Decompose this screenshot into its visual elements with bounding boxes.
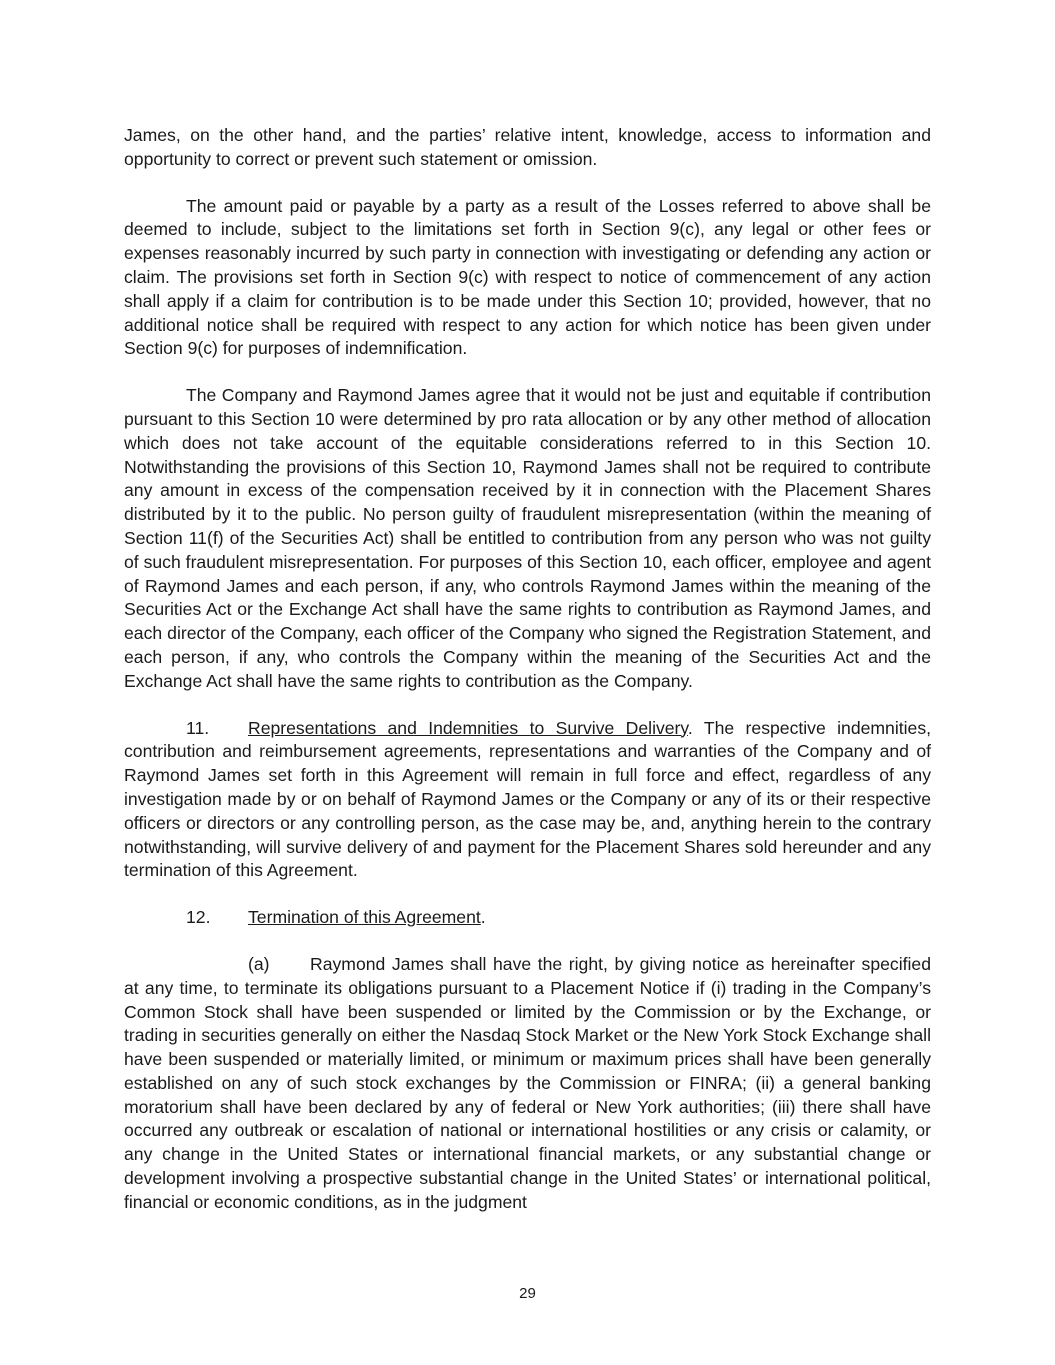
paragraph-contribution: The Company and Raymond James agree that it would not be just and equitable if contribution pursuant to this Section 10 were determined by pro rata allocation or by any other method of allocation which does not take account of the equitable considerations referred to in this Section 10. Notwithstanding the provisions of this Section 10, Raymond James shall not be required to contribute any amount in excess of the compensation received by it in connection with the Placement Shares distributed by it to the public. No person guilty of fraudulent misrepresentation (within the meaning of Section 11(f) of the Securities Act) shall be entitled to contribution from any person who was not guilty of such fraudulent misrepresentation. For purposes of this Section 10, each officer, employee and agent of Raymond James and each person, if any, who controls Raymond James within the meaning of the Securities Act or the Exchange Act shall have the same rights to contribution as Raymond James, and each director of the Company, each officer of the Company who signed the Registration Statement, and each person, if any, who controls the Company within the meaning of the Securities Act and the Exchange Act shall have the same rights to contribution as the Company. [124, 385, 931, 691]
paragraph-amount-paid: The amount paid or payable by a party as a result of the Losses referred to above shall be deemed to include, subject to the limitations set forth in Section 9(c), any legal or other fees or expenses reasonably incurred by such party in connection with investigating or defending any action or claim. The provisions set forth in Section 9(c) with respect to notice of commencement of any action shall apply if a claim for contribution is to be made under this Section 10; provided, however, that no additional notice shall be required with respect to any action for which notice has been given under Section 9(c) for purposes of indemnification. [124, 195, 931, 359]
section-11-number: 11. [186, 717, 210, 738]
section-12-number: 12. [186, 907, 211, 928]
section-12a [124, 953, 931, 1215]
section-11 [124, 717, 931, 884]
page-number: 29 [519, 1285, 536, 1302]
section-12-heading: Termination of this Agreement [248, 907, 481, 928]
section-12-period: . [480, 907, 486, 928]
paragraph-continuation: James, on the other hand, and the parties’ relative intent, knowledge, access to information and opportunity to correct or prevent such statement or omission. [124, 125, 931, 169]
section-11-body: . The respective indemnities, contribution and reimbursement agreements, representations and warranties of the Company and of Raymond James set forth in this Agreement will remain in full force and effect, regardless of any investigation made by or on behalf of Raymond James or the Company or any of its or their respective officers or directors or any controlling person, as the case may be, and, anything herein to the contrary notwithstanding, will survive delivery of and payment for the Placement Shares sold hereunder and any termination of this Agreement. [124, 717, 932, 881]
section-12a-body: Raymond James shall have the right, by giving notice as hereinafter specified at any time, to terminate its obligations pursuant to a Placement Notice if (i) trading in the Company’s Common Stock shall have been suspended or limited by the Commission or by the Exchange, or trading in securities generally on either the Nasdaq Stock Market or the New York Stock Exchange shall have been suspended or materially limited, or minimum or maximum prices shall have been generally established on any of such stock exchanges by the Commission or FINRA; (ii) a general banking moratorium shall have been declared by any of federal or New York authorities; (iii) there shall have occurred any outbreak or escalation of national or international hostilities or any crisis or calamity, or any change in the United States or international financial markets, or any substantial change or development involving a prospective substantial change in the United States’ or international political, financial or economic conditions, as in the judgment [124, 953, 931, 1212]
section-12 [124, 906, 931, 930]
document-body [124, 124, 931, 1238]
section-11-heading: Representations and Indemnities to Survive Delivery [248, 717, 688, 738]
section-12a-label: (a) [248, 953, 270, 974]
